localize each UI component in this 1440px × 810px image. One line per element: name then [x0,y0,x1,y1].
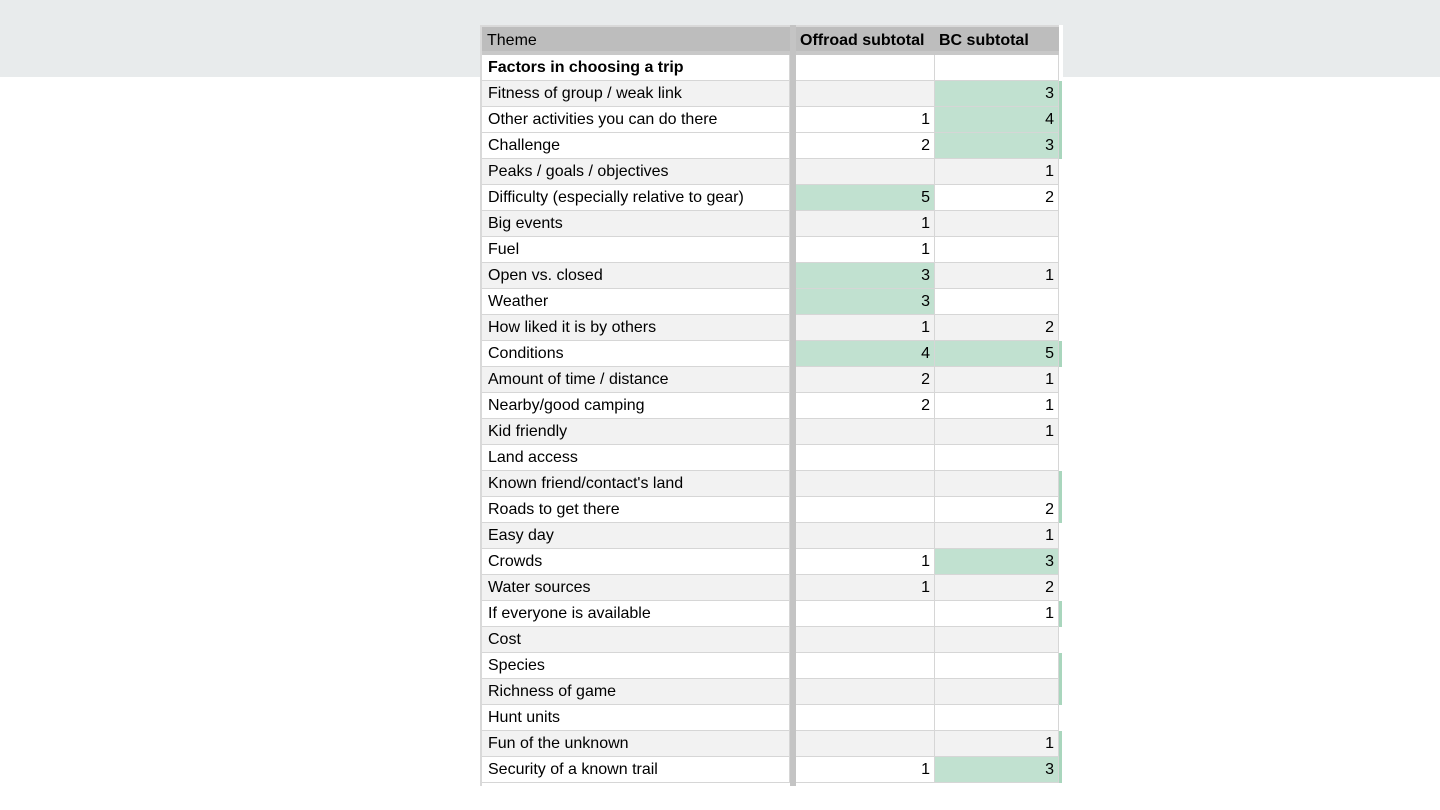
theme-cell[interactable]: Nearby/good camping [482,393,790,419]
header-theme[interactable]: Theme [487,32,537,49]
table-row [480,757,1063,783]
table-row [480,185,1063,211]
bc-subtotal-cell[interactable]: 3 [935,757,1059,783]
theme-cell[interactable]: Known friend/contact's land [482,471,790,497]
bc-subtotal-cell[interactable]: 1 [935,159,1059,185]
overflow-column-marker [1059,679,1062,705]
table-row [480,211,1063,237]
offroad-subtotal-cell[interactable]: 1 [796,315,935,341]
offroad-subtotal-cell[interactable] [796,445,935,471]
table-row [480,55,1063,81]
table-row [480,289,1063,315]
theme-cell[interactable]: How liked it is by others [482,315,790,341]
spreadsheet-table [480,25,1063,783]
bc-subtotal-cell[interactable] [935,627,1059,653]
table-row [480,367,1063,393]
theme-cell[interactable]: If everyone is available [482,601,790,627]
theme-cell[interactable]: Easy day [482,523,790,549]
overflow-column-marker [1059,471,1062,497]
overflow-column-marker [1059,81,1062,107]
bc-subtotal-cell[interactable] [935,55,1059,81]
offroad-subtotal-cell[interactable] [796,653,935,679]
theme-cell[interactable]: Fun of the unknown [482,731,790,757]
offroad-subtotal-cell[interactable]: 2 [796,367,935,393]
bc-subtotal-cell[interactable]: 1 [935,601,1059,627]
theme-cell[interactable]: Big events [482,211,790,237]
overflow-column-marker [1059,133,1062,159]
table-row [480,627,1063,653]
table-row [480,731,1063,757]
right-border [1059,25,1063,786]
offroad-subtotal-cell[interactable]: 1 [796,757,935,783]
offroad-subtotal-cell[interactable]: 3 [796,289,935,315]
table-row [480,471,1063,497]
theme-cell[interactable]: Hunt units [482,705,790,731]
table-row [480,523,1063,549]
theme-cell[interactable]: Kid friendly [482,419,790,445]
theme-cell[interactable]: Water sources [482,575,790,601]
bc-subtotal-cell[interactable] [935,653,1059,679]
table-row [480,679,1063,705]
overflow-column-marker [1059,757,1062,783]
offroad-subtotal-cell[interactable]: 1 [796,549,935,575]
bc-subtotal-cell[interactable]: 5 [935,341,1059,367]
theme-cell[interactable]: Challenge [482,133,790,159]
offroad-subtotal-cell[interactable] [796,627,935,653]
table-row [480,133,1063,159]
table-row [480,705,1063,731]
table-row [480,445,1063,471]
bc-subtotal-cell[interactable]: 1 [935,367,1059,393]
left-border [480,25,482,786]
table-row [480,159,1063,185]
overflow-column-marker [1059,497,1062,523]
offroad-subtotal-cell[interactable]: 1 [796,237,935,263]
theme-cell[interactable]: Factors in choosing a trip [482,55,790,81]
table-row [480,315,1063,341]
theme-cell[interactable]: Security of a known trail [482,757,790,783]
bc-subtotal-cell[interactable] [935,705,1059,731]
bc-subtotal-cell[interactable]: 2 [935,497,1059,523]
table-row [480,575,1063,601]
theme-cell[interactable]: Conditions [482,341,790,367]
offroad-subtotal-cell[interactable]: 1 [796,211,935,237]
offroad-subtotal-cell[interactable]: 3 [796,263,935,289]
theme-cell[interactable]: Fuel [482,237,790,263]
theme-cell[interactable]: Fitness of group / weak link [482,81,790,107]
table-row [480,393,1063,419]
theme-cell[interactable]: Peaks / goals / objectives [482,159,790,185]
overflow-column-marker [1059,731,1062,757]
table-row [480,107,1063,133]
theme-cell[interactable]: Richness of game [482,679,790,705]
offroad-subtotal-cell[interactable] [796,419,935,445]
header-offroad-subtotal[interactable]: Offroad subtotal [800,32,925,49]
bc-subtotal-cell[interactable]: 2 [935,575,1059,601]
table-row [480,263,1063,289]
theme-cell[interactable]: Difficulty (especially relative to gear) [482,185,790,211]
bc-subtotal-cell[interactable]: 3 [935,133,1059,159]
table-row [480,653,1063,679]
header-row [480,25,1063,55]
offroad-subtotal-cell[interactable] [796,705,935,731]
offroad-subtotal-cell[interactable]: 2 [796,393,935,419]
offroad-subtotal-cell[interactable]: 5 [796,185,935,211]
offroad-subtotal-cell[interactable] [796,497,935,523]
theme-cell[interactable]: Land access [482,445,790,471]
table-row [480,237,1063,263]
offroad-subtotal-cell[interactable] [796,55,935,81]
bc-subtotal-cell[interactable] [935,679,1059,705]
offroad-subtotal-cell[interactable] [796,601,935,627]
table-row [480,419,1063,445]
frozen-column-divider[interactable] [790,25,796,786]
overflow-column-marker [1059,341,1062,367]
table-row [480,341,1063,367]
offroad-subtotal-cell[interactable] [796,159,935,185]
offroad-subtotal-cell[interactable] [796,679,935,705]
offroad-subtotal-cell[interactable]: 4 [796,341,935,367]
offroad-subtotal-cell[interactable]: 2 [796,133,935,159]
theme-cell[interactable]: Crowds [482,549,790,575]
header-bc-subtotal[interactable]: BC subtotal [939,32,1029,49]
theme-cell[interactable]: Amount of time / distance [482,367,790,393]
table-row [480,549,1063,575]
bc-subtotal-cell[interactable]: 2 [935,185,1059,211]
bc-subtotal-cell[interactable]: 3 [935,81,1059,107]
bc-subtotal-cell[interactable]: 1 [935,523,1059,549]
offroad-subtotal-cell[interactable] [796,523,935,549]
bc-subtotal-cell[interactable] [935,211,1059,237]
table-row [480,81,1063,107]
offroad-subtotal-cell[interactable]: 1 [796,107,935,133]
overflow-column-marker [1059,601,1062,627]
bc-subtotal-cell[interactable] [935,445,1059,471]
bc-subtotal-cell[interactable]: 4 [935,107,1059,133]
theme-cell[interactable]: Other activities you can do there [482,107,790,133]
bc-subtotal-cell[interactable]: 3 [935,549,1059,575]
bc-subtotal-cell[interactable]: 1 [935,263,1059,289]
offroad-subtotal-cell[interactable] [796,81,935,107]
table-body [480,55,1063,783]
offroad-subtotal-cell[interactable] [796,471,935,497]
theme-cell[interactable]: Cost [482,627,790,653]
bc-subtotal-cell[interactable]: 1 [935,419,1059,445]
overflow-column-marker [1059,107,1062,133]
theme-cell[interactable]: Species [482,653,790,679]
bc-subtotal-cell[interactable] [935,289,1059,315]
bc-subtotal-cell[interactable]: 1 [935,731,1059,757]
bc-subtotal-cell[interactable]: 2 [935,315,1059,341]
offroad-subtotal-cell[interactable] [796,731,935,757]
offroad-subtotal-cell[interactable]: 1 [796,575,935,601]
bc-subtotal-cell[interactable]: 1 [935,393,1059,419]
overflow-column-marker [1059,653,1062,679]
bc-subtotal-cell[interactable] [935,471,1059,497]
bc-subtotal-cell[interactable] [935,237,1059,263]
table-row [480,601,1063,627]
theme-cell[interactable]: Roads to get there [482,497,790,523]
theme-cell[interactable]: Open vs. closed [482,263,790,289]
table-row [480,497,1063,523]
theme-cell[interactable]: Weather [482,289,790,315]
